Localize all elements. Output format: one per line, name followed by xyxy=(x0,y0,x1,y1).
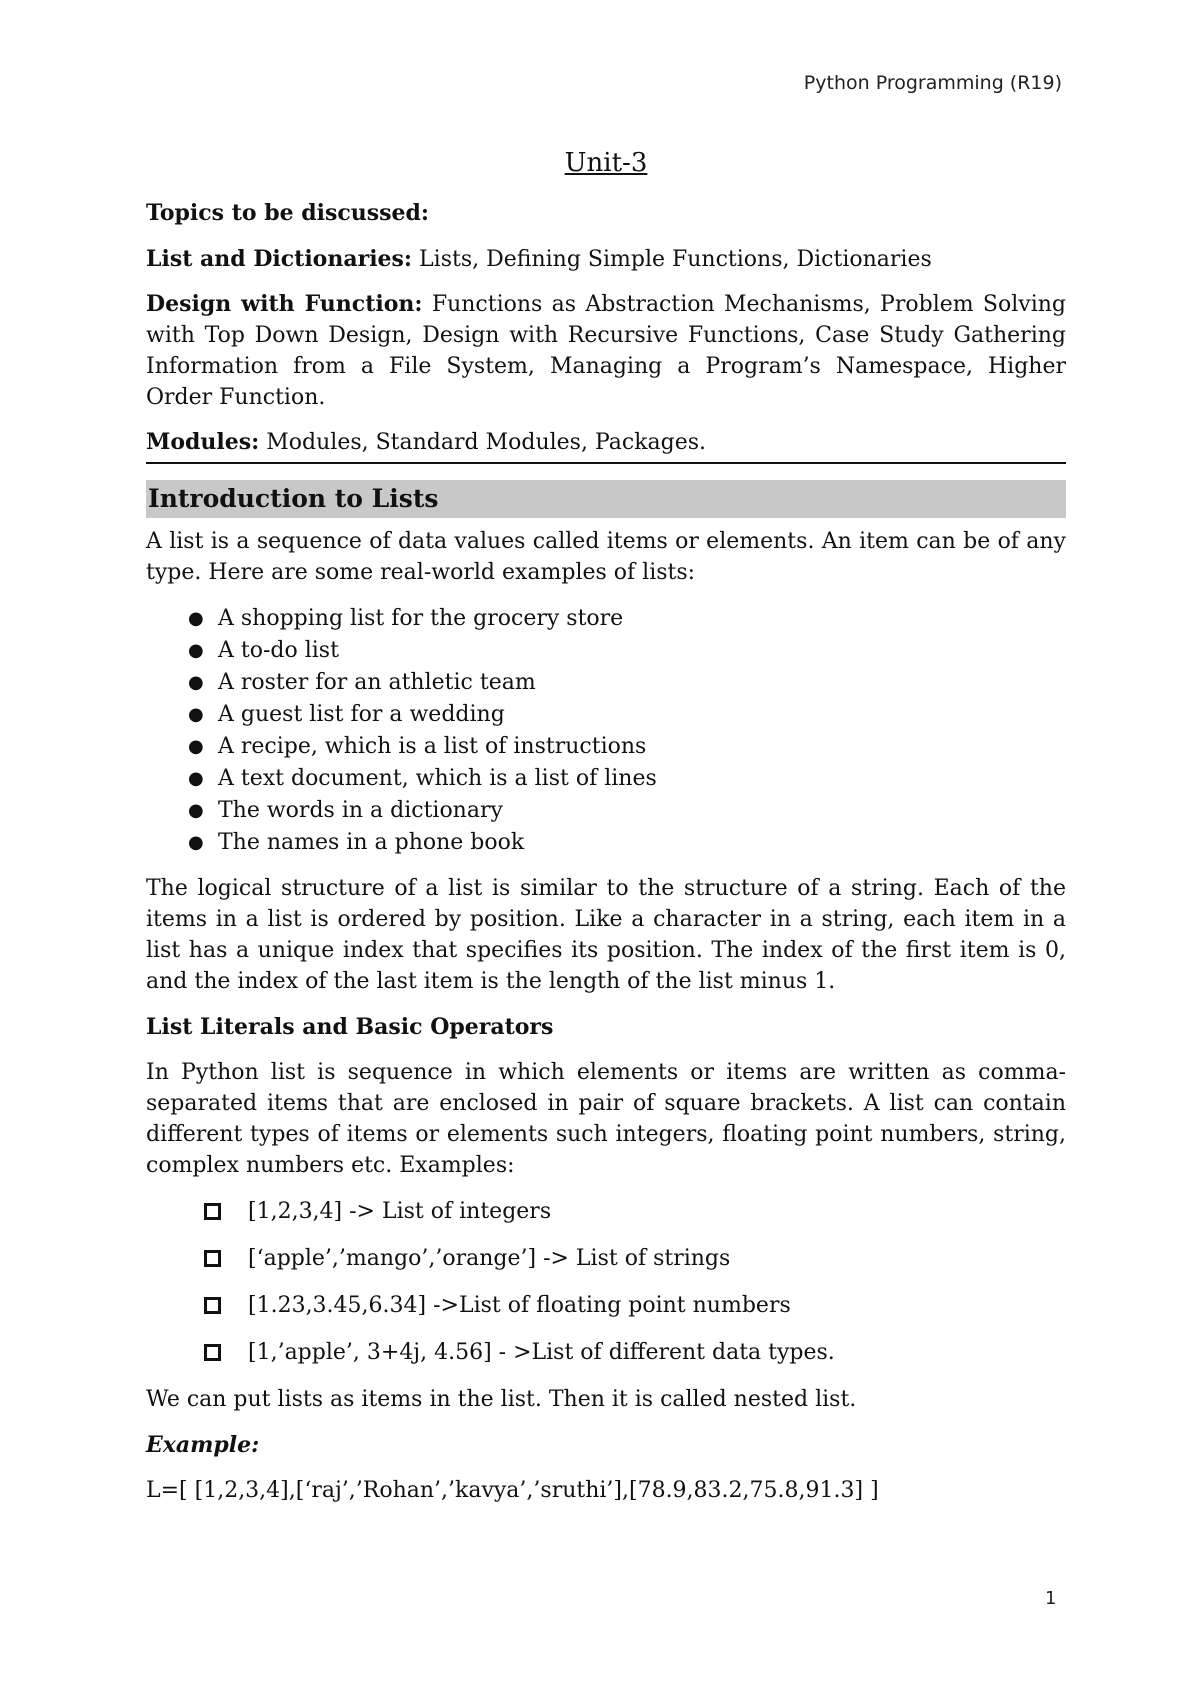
structure-paragraph: The logical structure of a list is similar to the structure of a string. Each of the items in a list is ordered by position. Like a character in a string, each item in a list has a unique index that specifies its position. The index of the first item is 0, and the index of the last item is the length of the list minus 1. xyxy=(146,876,1066,994)
bullet-icon: ● xyxy=(188,704,204,725)
bullet-icon: ● xyxy=(188,640,204,661)
square-bullet-icon xyxy=(204,1250,221,1267)
topic-label: Modules: xyxy=(146,429,260,455)
topic-text: Functions as Abstraction Mechanisms, Problem Solving with Top Down Design, Design with Recursive Functions, Case Study Gathering Information from a File System, Managing a Program’s Namespace, Higher Order Function. xyxy=(146,292,1066,410)
list-item: [1.23,3.45,6.34] ->List of floating point numbers xyxy=(204,1290,1066,1321)
intro-paragraph: A list is a sequence of data values called items or elements. An item can be of any type. Here are some real-world examples of lists: xyxy=(146,529,1066,585)
topic-label: List and Dictionaries: xyxy=(146,246,413,272)
page-number: 1 xyxy=(1045,1588,1057,1609)
list-item: [1,2,3,4] -> List of integers xyxy=(204,1196,1066,1227)
bullet-icon: ● xyxy=(188,832,204,853)
page-header: Python Programming (R19) xyxy=(803,72,1062,94)
bullet-icon: ● xyxy=(188,800,204,821)
list-item: ● A to-do list xyxy=(188,635,1066,667)
square-bullet-icon xyxy=(204,1344,221,1361)
list-item: [‘apple’,’mango’,’orange’] -> List of strings xyxy=(204,1243,1066,1274)
nested-paragraph: We can put lists as items in the list. Then it is called nested list. xyxy=(146,1387,857,1412)
subheading: List Literals and Basic Operators xyxy=(146,1014,554,1040)
list-item: ● The words in a dictionary xyxy=(188,795,1066,827)
topic-label: Design with Function: xyxy=(146,291,423,317)
list-item: [1,’apple’, 3+4j, 4.56] - >List of different data types. xyxy=(204,1337,1066,1368)
topic-text: Modules, Standard Modules, Packages. xyxy=(259,430,707,455)
topic-modules xyxy=(146,427,1066,464)
bullet-icon: ● xyxy=(188,736,204,757)
bullet-icon: ● xyxy=(188,672,204,693)
list-item: ● A roster for an athletic team xyxy=(188,667,1066,699)
example-label: Example: xyxy=(146,1432,260,1458)
section-heading: Introduction to Lists xyxy=(146,480,1066,518)
examples-list xyxy=(146,603,1066,859)
list-item: ● A shopping list for the grocery store xyxy=(188,603,1066,635)
list-item: ● A text document, which is a list of lines xyxy=(188,763,1066,795)
literal-examples-list xyxy=(146,1196,1066,1368)
unit-title: Unit-3 xyxy=(564,148,648,178)
list-item: ● A recipe, which is a list of instructions xyxy=(188,731,1066,763)
topic-design-with-function xyxy=(146,289,1066,413)
bullet-icon: ● xyxy=(188,768,204,789)
list-item: ● The names in a phone book xyxy=(188,827,1066,859)
document-body xyxy=(146,146,1066,1521)
square-bullet-icon xyxy=(204,1203,221,1220)
topic-lists-dictionaries xyxy=(146,244,1066,275)
example-code: L=[ [1,2,3,4],[‘raj’,’Rohan’,’kavya’,’sruthi’],[78.9,83.2,75.8,91.3] ] xyxy=(146,1478,879,1503)
bullet-icon: ● xyxy=(188,608,204,629)
list-item: ● A guest list for a wedding xyxy=(188,699,1066,731)
square-bullet-icon xyxy=(204,1297,221,1314)
topics-heading: Topics to be discussed: xyxy=(146,200,430,226)
topic-text: Lists, Defining Simple Functions, Dictionaries xyxy=(412,247,932,272)
literals-paragraph: In Python list is sequence in which elements or items are written as comma-separated items that are enclosed in pair of square brackets. A list can contain different types of items or elements such integers, floating point numbers, string, complex numbers etc. Examples: xyxy=(146,1060,1066,1178)
